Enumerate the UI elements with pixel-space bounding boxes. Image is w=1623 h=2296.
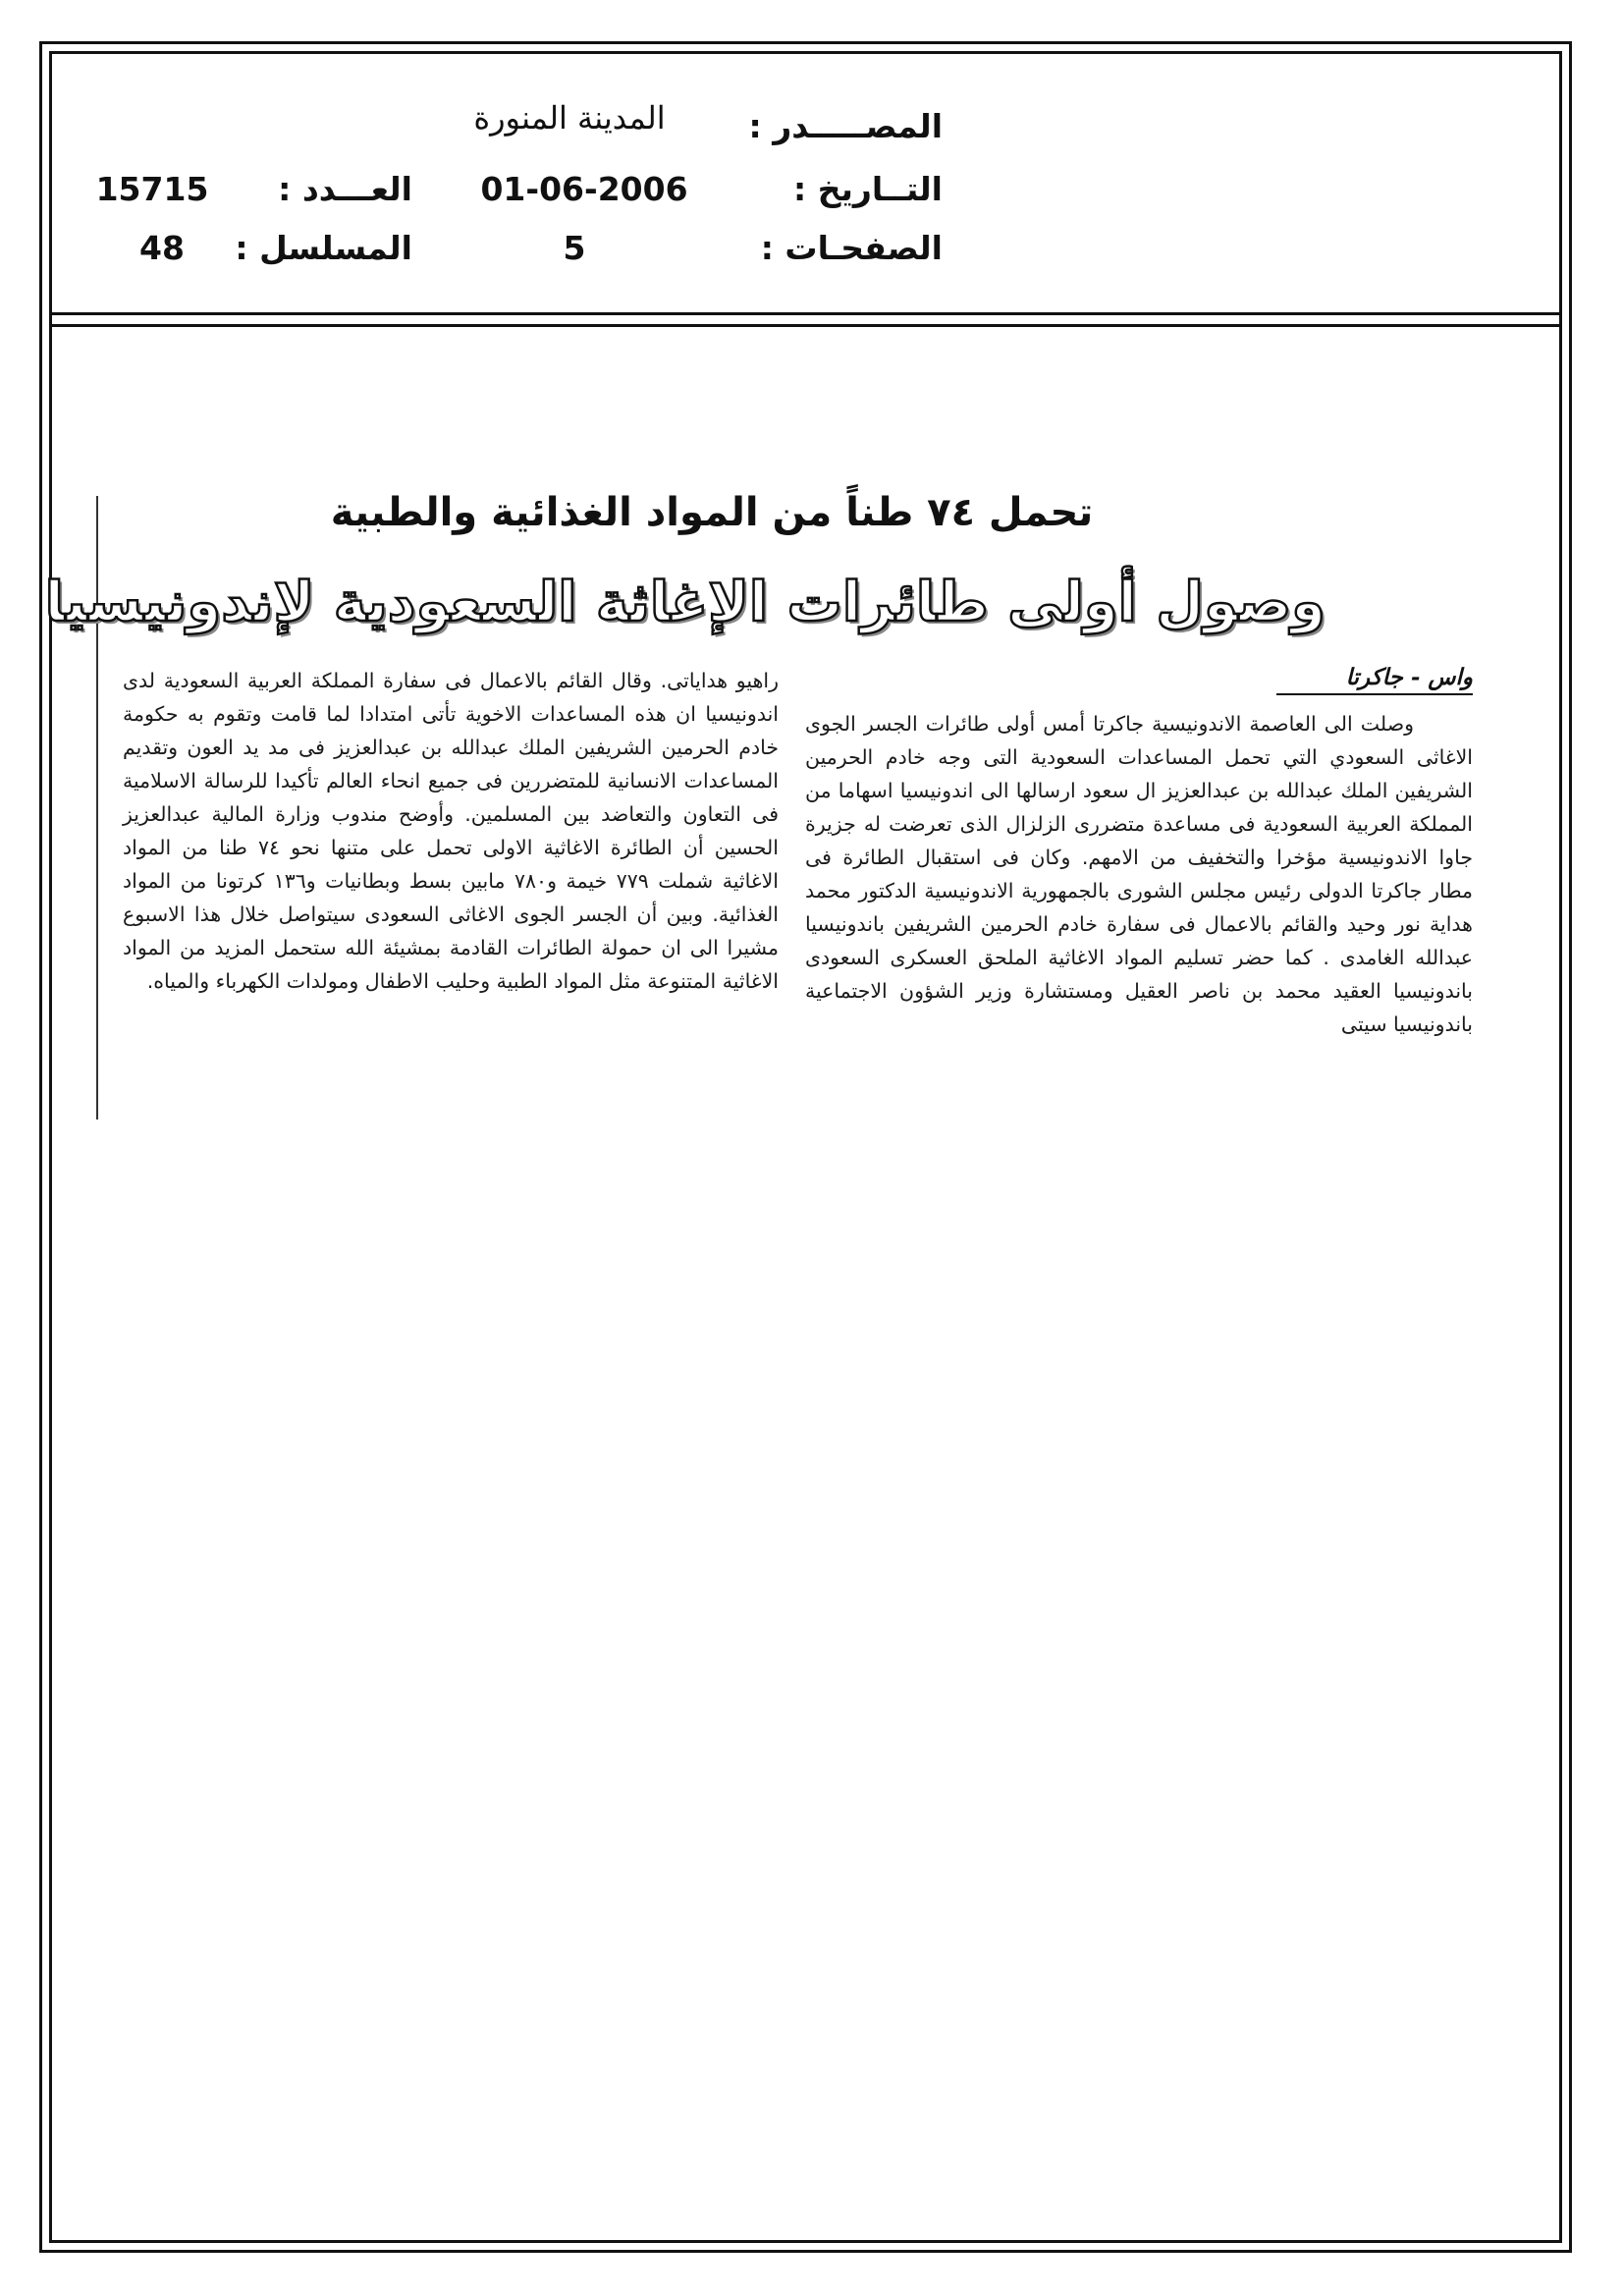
header-divider <box>49 312 1562 315</box>
header-divider-secondary <box>49 324 1562 327</box>
article-body-column-left: راهيو هداياتى. وقال القائم بالاعمال فى سفارة المملكة العربية السعودية لدى اندونيسيا ان هذه المساعدات الاخوية تأتى امتدادا لما قامت وتقوم به حكومة خادم الحرمين الشريفين الملك عبدالله بن عبدالعزيز فى مد يد العون وتقديم المساعدات الانسانية للمتضررين فى جميع انحاء العالم تأكيدا للرسالة الاسلامية فى التعاون والتعاضد بين المسلمين. وأوضح مندوب وزارة المالية عبدالعزيز الحسين أن الطائرة الاغاثية الاولى تحمل على متنها نحو ٧٤ طنا من المواد الاغاثية شملت ٧٧٩ خيمة و٧٨٠ مابين بسط وبطانيات و١٣٦ كرتونا من المواد الغذائية. وبين أن الجسر الجوى الاغاثى السعودى سيتواصل خلال هذا الاسبوع مشيرا الى ان حمولة الطائرات القادمة بمشيئة الله ستحمل المزيد من المواد الاغاثية المتنوعة مثل المواد الطبية وحليب الاطفال ومولدات الكهرباء والمياه. <box>123 669 780 993</box>
article-dateline: واس - جاكرتا <box>1276 664 1473 695</box>
source-value: المدينة المنورة <box>473 99 666 137</box>
article-body-column-right: وصلت الى العاصمة الاندونيسية جاكرتا أمس أولى طائرات الجسر الجوى الاغاثى السعودي التي تحمل المساعدات السعودية التى وجه خادم الحرمين الشريفين الملك عبدالله بن عبدالعزيز ال سعود ارسالها الى اندونيسيا اسهاما من المملكة العربية السعودية فى مساعدة متضررى الزلزال الذى تعرضت له جزيرة جاوا الاندونيسية مؤخرا والتخفيف من الامهم. وكان فى استقبال الطائرة فى مطار جاكرتا الدولى رئيس مجلس الشورى بالجمهورية الاندونيسية الدكتور محمد هداية نور وحيد والقائم بالاعمال فى سفارة خادم الحرمين الشريفين باندونيسيا عبدالله الغامدى . كما حضر تسليم المواد الاغاثية الملحق العسكرى السعودى باندونيسيا العقيد محمد بن ناصر العقيل ومستشارة وزير الشؤون الاجتماعية باندونيسيا سيتى <box>805 712 1473 1036</box>
pages-label: الصفحـات : <box>760 229 943 267</box>
date-value: 01-06-2006 <box>480 170 688 208</box>
source-label: المصـــــدر : <box>748 107 943 145</box>
article-kicker: تحمل ٧٤ طناً من المواد الغذائية والطبية <box>330 490 1094 535</box>
issue-label: العـــدد : <box>278 170 412 208</box>
page-border-inner <box>44 51 1562 2243</box>
pages-value: 5 <box>563 229 586 267</box>
issue-value: 15715 <box>95 170 209 208</box>
article-headline: وصول أولى طائرات الإغاثة السعودية لإندونيسيا <box>44 571 1325 634</box>
serial-label: المسلسل : <box>235 229 412 267</box>
date-label: التــاريخ : <box>793 170 943 208</box>
serial-value: 48 <box>139 229 185 267</box>
